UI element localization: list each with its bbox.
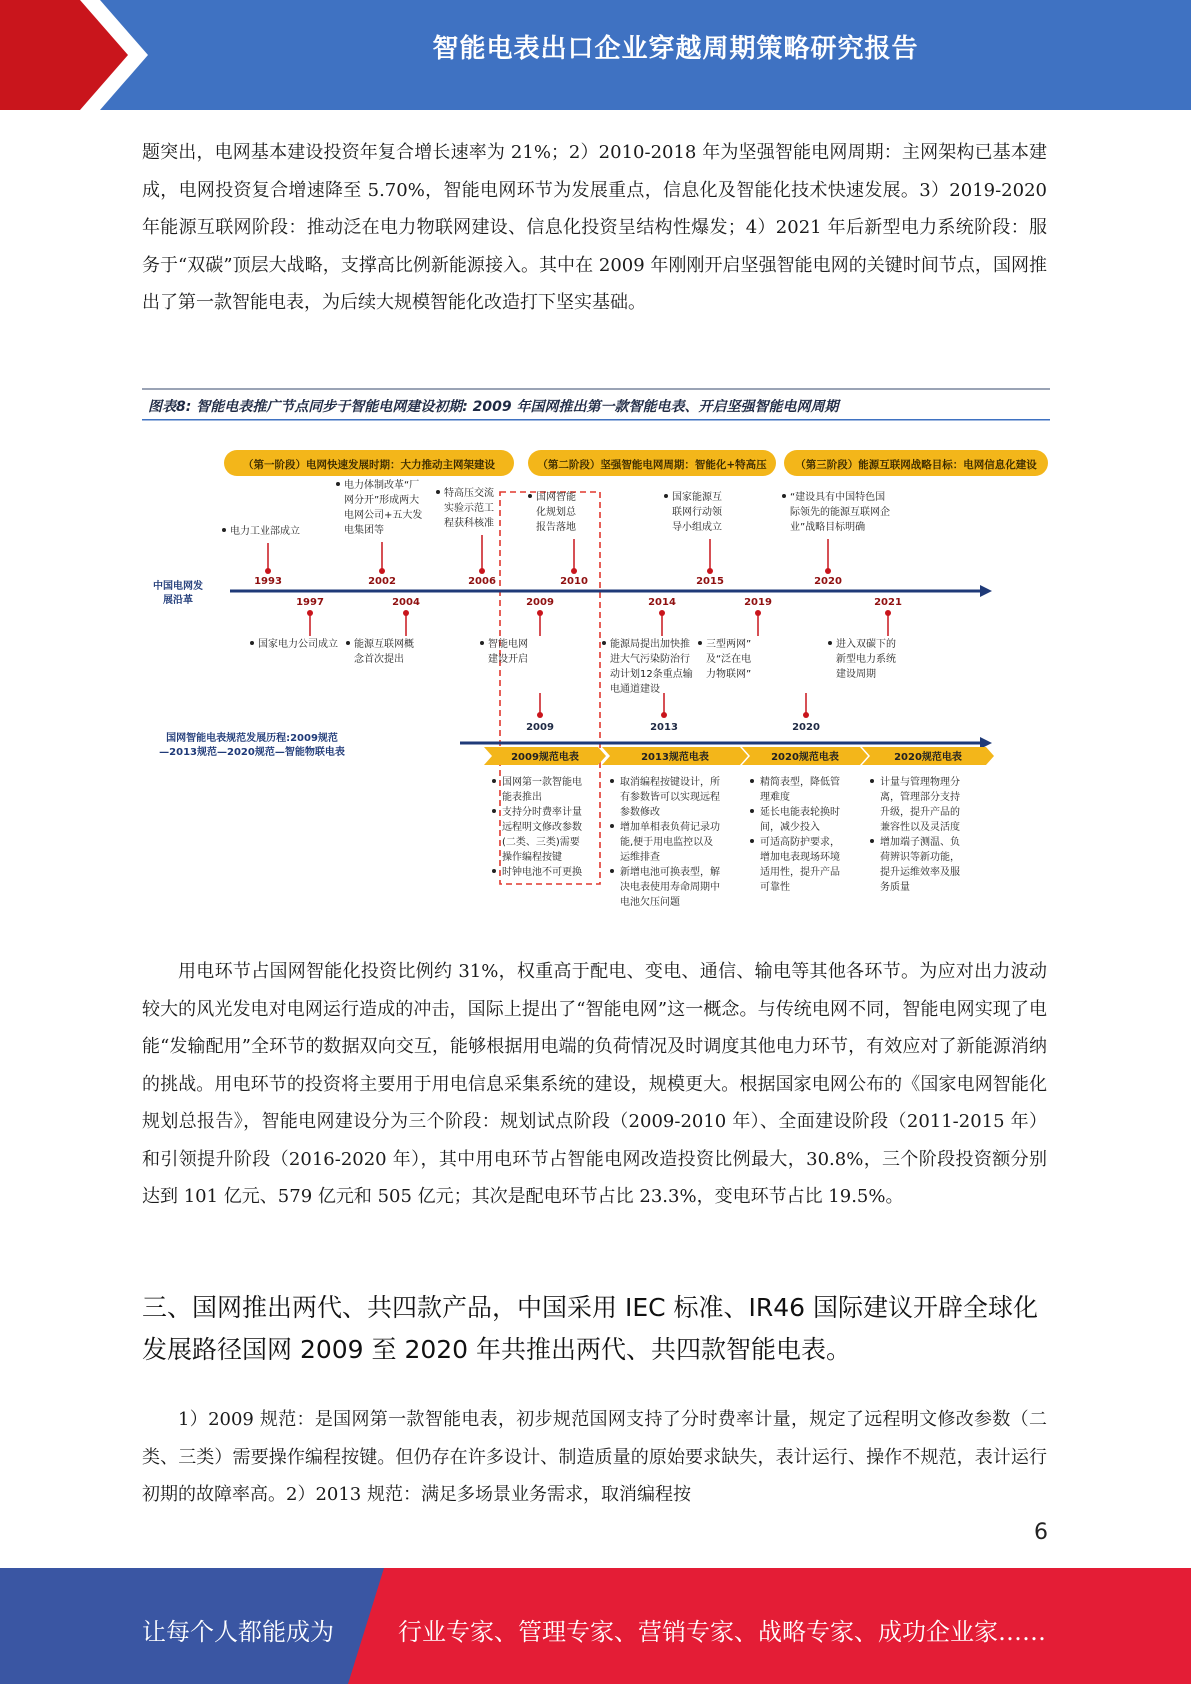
phase-label: （第三阶段）能源互联网战略目标：电网信息化建设 xyxy=(795,459,1037,471)
event-year: 2019 xyxy=(744,597,772,608)
footer-slogan-left: 让每个人都能成为 xyxy=(142,1618,334,1646)
spec-bullet xyxy=(750,779,754,783)
event-marker xyxy=(571,568,577,574)
event-text: 联网行动领 xyxy=(672,507,722,518)
figure-title-rule xyxy=(142,419,1050,421)
figure-top-rule xyxy=(142,388,1050,390)
spec-bullet xyxy=(492,779,496,783)
spec-bullet xyxy=(750,809,754,813)
spec-label: 2013规范电表 xyxy=(641,752,709,763)
spec-text: (二类、三类)需要 xyxy=(502,837,580,848)
meter-marker xyxy=(661,712,667,718)
paragraph-spec-2009: 1）2009 规范：是国网第一款智能电表，初步规范国网支持了分时费率计量，规定了远程明文修改参数（二类、三类）需要操作编程按键。但仍存在许多设计、制造质量的原始要求缺失，表计运行、操作不规范，表计运行初期的故障率高。2）2013 规范：满足多场景业务需求，取消编程按 xyxy=(142,1409,1047,1505)
meter-marker xyxy=(803,712,809,718)
spec-text: 升级，提升产品的 xyxy=(880,807,960,818)
event-text: 建设开启 xyxy=(488,654,528,665)
spec-text: 能表推出 xyxy=(502,792,542,803)
event-text: 进大气污染防治行 xyxy=(610,654,690,665)
event-marker xyxy=(707,568,713,574)
spec-text: 支持分时费率计量 xyxy=(502,807,582,818)
event-text: 国家能源互 xyxy=(672,492,722,503)
event-text: 电集团等 xyxy=(344,525,384,536)
event-year: 2002 xyxy=(368,576,396,587)
spec-text: 时钟电池不可更换 xyxy=(502,867,582,878)
meter-year: 2020 xyxy=(792,722,820,733)
spec-text: 国网第一款智能电 xyxy=(502,777,582,788)
spec-bullet xyxy=(610,779,614,783)
grid-axis-label: 展沿革 xyxy=(163,595,193,606)
event-year: 2014 xyxy=(648,597,676,608)
header-arrow-graphic xyxy=(0,0,160,110)
spec-text: 计量与管理物理分 xyxy=(880,777,960,788)
paragraph-intro: 题突出，电网基本建设投资年复合增长速率为 21%；2）2010-2018 年为坚强智能电网周期：主网架构已基本建成，电网投资复合增速降至 5.70%，智能电网环节为发展重点，信息化及智能化技术快速发展。3）2019-2020 年能源互联网阶段：推动泛在电力物联网建设、信息化投资呈结构性爆发；4）2021 年后新型电力系统阶段：服务于“双碳”顶层大战略，支撑高比例新能源接入。其中在 2009 年刚刚开启坚强智能电网的关键时间节点，国网推出了第一款智能电表，为后续大规模智能化改造打下坚实基础。 xyxy=(142,142,1047,313)
spec-text: 操作编程按键 xyxy=(502,852,562,863)
section-heading: 三、国网推出两代、共四款产品，中国采用 IEC 标准、IR46 国际建议开辟全球化发展路径国网 2009 至 2020 年共推出两代、共四款智能电表。 xyxy=(142,1293,1039,1364)
spec-text: 增加电表现场环境 xyxy=(760,852,840,863)
spec-text: 精简表型，降低管 xyxy=(760,777,840,788)
event-text: 能源局提出加快推 xyxy=(610,639,690,650)
spec-text: 远程明文修改参数 xyxy=(502,822,582,833)
spec-text: 兼容性以及灵活度 xyxy=(880,822,960,833)
spec-text: 有参数皆可以实现远程 xyxy=(620,792,720,803)
spec-text: 电池欠压问题 xyxy=(620,897,680,908)
event-bullet xyxy=(436,490,440,494)
page-header xyxy=(0,0,1191,110)
spec-text: 能,便于用电监控以及 xyxy=(620,837,714,848)
event-text: 动计划12条重点输 xyxy=(610,669,693,680)
event-text: 导小组成立 xyxy=(672,522,722,533)
footer-slogan-right: 行业专家、管理专家、营销专家、战略专家、成功企业家…… xyxy=(398,1618,1046,1646)
event-text: 及“泛在电 xyxy=(706,654,752,665)
spec-text: 可适高防护要求， xyxy=(760,837,840,848)
meter-year: 2013 xyxy=(650,722,678,733)
event-bullet xyxy=(528,494,532,498)
event-bullet xyxy=(698,641,702,645)
event-text: 特高压交流 xyxy=(444,488,494,499)
spec-bullet xyxy=(750,839,754,843)
event-text: 电力体制改革“厂 xyxy=(344,480,420,491)
spec-label: 2020规范电表 xyxy=(771,752,839,763)
meter-axis-label: —2013规范—2020规范—智能物联电表 xyxy=(159,747,345,758)
event-text: 电力工业部成立 xyxy=(230,526,300,537)
spec-text: 离，管理部分支持 xyxy=(880,792,960,803)
spec-text: 决电表使用寿命周期中 xyxy=(620,882,720,893)
spec-text: 务质量 xyxy=(880,882,910,893)
spec-bullet xyxy=(492,869,496,873)
event-marker xyxy=(265,568,271,574)
figure-title: 图表8: 智能电表推广节点同步于智能电网建设初期: 2009 年国网推出第一款智能电表、开启坚强智能电网周期 xyxy=(148,399,839,415)
spec-text: 提升运维效率及服 xyxy=(880,867,960,878)
event-text: 报告落地 xyxy=(536,522,576,533)
event-text: 念首次提出 xyxy=(354,654,404,665)
spec-text: 增加端子测温、负 xyxy=(880,837,960,848)
event-bullet xyxy=(664,494,668,498)
event-bullet xyxy=(346,641,350,645)
spec-text: 运维排查 xyxy=(620,852,660,863)
event-text: 国网智能 xyxy=(536,492,576,503)
event-text: 电网公司+五大发 xyxy=(344,510,423,521)
spec-text: 增加单相表负荷记录功 xyxy=(620,822,720,833)
event-text: 建设周期 xyxy=(836,669,876,680)
event-year: 1993 xyxy=(254,576,282,587)
event-year: 2009 xyxy=(526,597,554,608)
spec-text: 适用性，提升产品 xyxy=(760,867,840,878)
spec-bullet xyxy=(610,869,614,873)
event-bullet xyxy=(222,528,226,532)
event-text: 际领先的能源互联网企 xyxy=(790,507,890,518)
spec-text: 荷辨识等新功能， xyxy=(880,852,960,863)
phase-label: （第一阶段）电网快速发展时期：大力推动主网架建设 xyxy=(243,459,495,471)
event-year: 2021 xyxy=(874,597,902,608)
meter-marker xyxy=(537,712,543,718)
event-marker xyxy=(379,568,385,574)
report-title: 智能电表出口企业穿越周期策略研究报告 xyxy=(432,34,919,64)
phase-label: （第二阶段）坚强智能电网周期：智能化+特高压 xyxy=(537,459,767,471)
spec-bullet xyxy=(870,779,874,783)
spec-text: 间，减少投入 xyxy=(760,822,820,833)
spec-text: 理难度 xyxy=(760,792,790,803)
event-text: “建设具有中国特色国 xyxy=(790,492,886,503)
spec-bullet xyxy=(610,824,614,828)
event-text: 新型电力系统 xyxy=(836,654,896,665)
event-year: 2010 xyxy=(560,576,588,587)
event-bullet xyxy=(782,494,786,498)
event-marker xyxy=(479,568,485,574)
event-text: 程获科核准 xyxy=(444,518,494,529)
spec-bullet xyxy=(492,809,496,813)
event-bullet xyxy=(480,641,484,645)
event-text: 能源互联网概 xyxy=(354,639,414,650)
event-bullet xyxy=(336,482,340,486)
event-text: 网分开”形成两大 xyxy=(344,495,420,506)
spec-text: 参数修改 xyxy=(620,807,660,818)
event-year: 1997 xyxy=(296,597,324,608)
event-text: 业”战略目标明确 xyxy=(790,522,866,533)
event-text: 进入双碳下的 xyxy=(836,639,896,650)
meter-year: 2009 xyxy=(526,722,554,733)
spec-text: 延长电能表轮换时 xyxy=(760,807,840,818)
event-bullet xyxy=(828,641,832,645)
spec-bullet xyxy=(870,839,874,843)
event-marker xyxy=(825,568,831,574)
event-year: 2006 xyxy=(468,576,496,587)
event-text: 力物联网” xyxy=(706,669,752,680)
event-text: 智能电网 xyxy=(488,639,528,650)
spec-label: 2009规范电表 xyxy=(511,752,579,763)
event-year: 2015 xyxy=(696,576,724,587)
spec-text: 新增电池可换表型，解 xyxy=(620,867,720,878)
grid-axis-arrow xyxy=(980,585,992,597)
spec-label: 2020规范电表 xyxy=(894,752,962,763)
event-text: 国家电力公司成立 xyxy=(258,639,338,650)
timeline-figure xyxy=(142,388,1050,908)
event-bullet xyxy=(250,641,254,645)
spec-text: 取消编程按键设计，所 xyxy=(620,777,720,788)
event-bullet xyxy=(602,641,606,645)
event-year: 2020 xyxy=(814,576,842,587)
event-year: 2004 xyxy=(392,597,420,608)
event-text: 三型两网” xyxy=(706,639,752,650)
event-text: 化规划总 xyxy=(536,507,576,518)
grid-axis-label: 中国电网发 xyxy=(153,581,203,592)
paragraph-investment: 用电环节占国网智能化投资比例约 31%，权重高于配电、变电、通信、输电等其他各环节。为应对出力波动较大的风光发电对电网运行造成的冲击，国际上提出了“智能电网”这一概念。与传统电网不同，智能电网实现了电能“发输配用”全环节的数据双向交互，能够根据用电端的负荷情况及时调度其他电力环节，有效应对了新能源消纳的挑战。用电环节的投资将主要用于用电信息采集系统的建设，规模更大。根据国家电网公布的《国家电网智能化规划总报告》，智能电网建设分为三个阶段：规划试点阶段（2009-2010 年）、全面建设阶段（2011-2015 年）和引领提升阶段（2016-2020 年），其中用电环节占智能电网改造投资比例最大，30.8%，三个阶段投资额分别达到 101 亿元、579 亿元和 505 亿元；其次是配电环节占比 23.3%，变电环节占比 19.5%。 xyxy=(142,961,1047,1207)
event-text: 电通道建设 xyxy=(610,684,660,695)
page-number: 6 xyxy=(1034,1520,1048,1545)
event-text: 实验示范工 xyxy=(444,503,494,514)
meter-axis-label: 国网智能电表规范发展历程:2009规范 xyxy=(166,733,338,744)
spec-text: 可靠性 xyxy=(760,882,790,893)
